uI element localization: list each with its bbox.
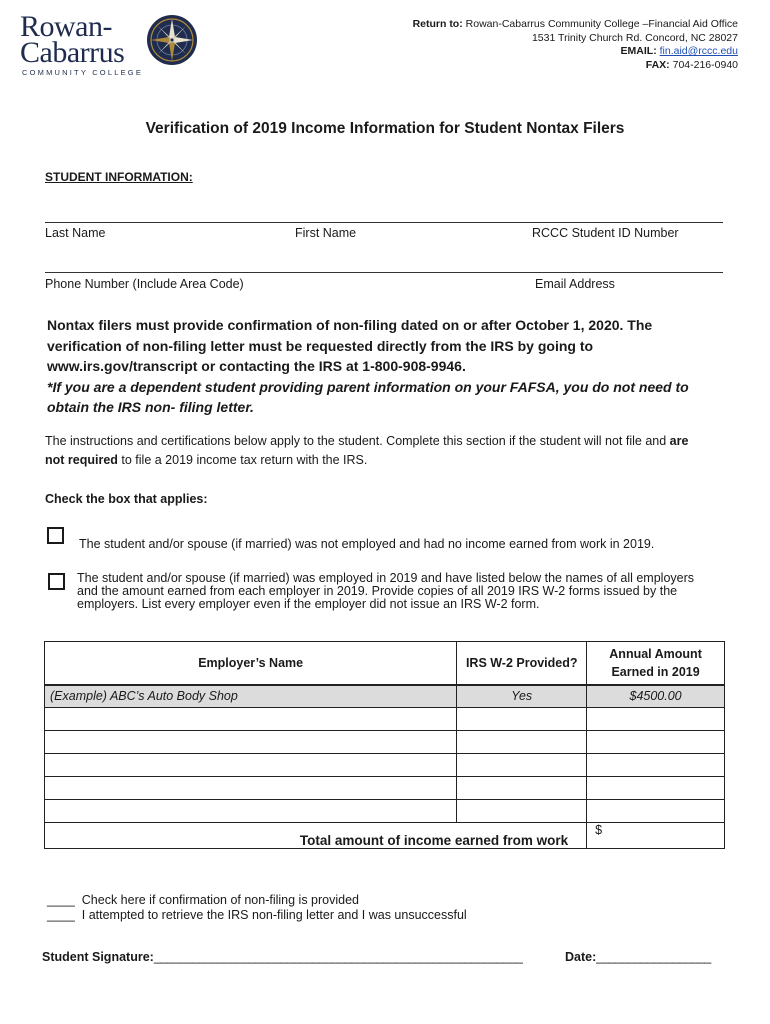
fax-line — [413, 59, 738, 73]
employer-name-header: Employer’s Name — [45, 642, 457, 685]
example-w2: Yes — [457, 685, 587, 708]
employer-name-cell[interactable] — [45, 754, 457, 777]
email-link[interactable]: fin.aid@rccc.edu — [659, 45, 738, 57]
not-employed-checkbox[interactable] — [47, 527, 64, 544]
student-signature-field[interactable] — [42, 950, 522, 964]
w2-cell[interactable] — [457, 731, 587, 754]
date-label: Date: — [565, 950, 597, 964]
amount-cell[interactable] — [587, 800, 725, 823]
example-amount: $4500.00 — [587, 685, 725, 708]
example-employer-name: (Example) ABC’s Auto Body Shop — [45, 685, 457, 708]
employed-checkbox[interactable] — [48, 573, 65, 590]
phone-label: Phone Number (Include Area Code) — [45, 277, 244, 291]
employed-option-line-1: The student and/or spouse (if married) was employed in 2019 and have listed below the names of all employers — [77, 571, 695, 585]
check-heading: Check the box that applies: — [45, 492, 208, 506]
employer-name-cell[interactable] — [45, 777, 457, 800]
amount-cell[interactable] — [587, 777, 725, 800]
employer-name-cell[interactable] — [45, 708, 457, 731]
street-address: 1531 Trinity Church Rd. Concord, NC 28027 — [531, 31, 738, 44]
table-row — [45, 800, 725, 823]
notice-line-2: verification of non-filing letter must be requested directly from the IRS by going to — [47, 337, 594, 354]
w2-cell[interactable] — [457, 754, 587, 777]
amount-cell[interactable] — [587, 754, 725, 777]
w2-cell[interactable] — [457, 777, 587, 800]
table-row — [45, 754, 725, 777]
total-row — [45, 823, 725, 849]
employer-name-cell[interactable] — [45, 800, 457, 823]
w2-cell[interactable] — [457, 800, 587, 823]
instructions-text-2: to file a 2019 income tax return with the IRS. — [117, 453, 368, 467]
employer-name-cell[interactable] — [45, 731, 457, 754]
employed-option-line-3: employers. List every employer even if the employer did not issue an IRS W-2 form. — [77, 597, 540, 611]
compass-seal-icon — [146, 14, 198, 66]
last-name-label: Last Name — [45, 226, 106, 240]
employer-table — [44, 641, 725, 849]
table-row — [45, 731, 725, 754]
employed-option-text — [77, 572, 737, 611]
check-blank-2: ____ — [47, 908, 75, 922]
fax-number: 704-216-0940 — [672, 58, 738, 71]
instructions-bold-not-required: not required — [45, 453, 118, 467]
instructions — [45, 432, 735, 470]
fax-label: FAX: — [645, 58, 670, 71]
first-name-label: First Name — [295, 226, 357, 240]
instructions-text-1: The instructions and certifications below apply to the student. Complete this section if the student will not file and — [45, 434, 670, 448]
table-row — [45, 708, 725, 731]
notice-line-5: obtain the IRS non- filing letter. — [47, 399, 254, 415]
table-row — [45, 777, 725, 800]
w2-cell[interactable] — [457, 708, 587, 731]
logo-word-community-college: COMMUNITY COLLEGE — [22, 68, 144, 77]
return-address — [413, 18, 738, 72]
signature-label: Student Signature: — [42, 950, 154, 964]
retrieval-unsuccessful-text: I attempted to retrieve the IRS non-filing letter and I was unsuccessful — [81, 908, 467, 922]
check-blank-1: ____ — [47, 893, 75, 907]
table-header-row — [45, 642, 725, 685]
email-line — [413, 45, 738, 59]
notice-line-1: Nontax filers must provide confirmation of non-filing dated on or after October 1, 2020. The — [47, 317, 653, 333]
email-label: EMAIL: — [620, 45, 657, 57]
annual-amount-header: Annual Amount Earned in 2019 — [587, 642, 725, 685]
retrieval-unsuccessful-check[interactable] — [47, 908, 467, 923]
example-row — [45, 685, 725, 708]
instructions-bold-are: are — [669, 434, 689, 448]
logo-word-rowan: Rowan- — [20, 10, 112, 43]
not-employed-option-text: The student and/or spouse (if married) was not employed and had no income earned from work in 2019. — [79, 537, 655, 551]
form-title: Verification of 2019 Income Information for Student Nontax Filers — [145, 120, 625, 137]
return-address-line1 — [413, 18, 738, 32]
date-line: __________________ — [596, 950, 711, 964]
logo-word-cabarrus: Cabarrus — [20, 36, 125, 69]
signature-line: __________________________________________________________ — [153, 950, 523, 964]
date-field[interactable] — [565, 950, 711, 964]
amount-cell[interactable] — [587, 731, 725, 754]
amount-cell[interactable] — [587, 708, 725, 731]
total-label: Total amount of income earned from work — [45, 823, 587, 849]
name-id-line[interactable] — [45, 222, 723, 223]
nontax-notice — [47, 315, 737, 418]
confirmation-provided-check[interactable] — [47, 893, 359, 908]
notice-line-4: *If you are a dependent student providing parent information on your FAFSA, you do not need to — [47, 378, 689, 395]
email-address-label: Email Address — [535, 277, 615, 291]
employed-option-line-2: and the amount earned from each employer in 2019. Provide copies of all 2019 IRS W-2 forms issued by the — [77, 584, 678, 598]
student-id-label: RCCC Student ID Number — [532, 226, 679, 240]
w2-provided-header: IRS W-2 Provided? — [457, 642, 587, 685]
office-name: Rowan-Cabarrus Community College –Financial Aid Office — [465, 18, 738, 30]
phone-email-line[interactable] — [45, 272, 723, 273]
notice-line-3: www.irs.gov/transcript or contacting the IRS at 1-800-908-9946. — [47, 358, 466, 374]
total-currency: $ — [595, 823, 603, 837]
total-amount-cell[interactable] — [587, 823, 725, 849]
student-info-heading: STUDENT INFORMATION: — [45, 170, 193, 184]
confirmation-provided-text: Check here if confirmation of non-filing is provided — [81, 893, 359, 907]
college-logo — [20, 12, 198, 78]
return-label: Return to: — [412, 18, 463, 30]
